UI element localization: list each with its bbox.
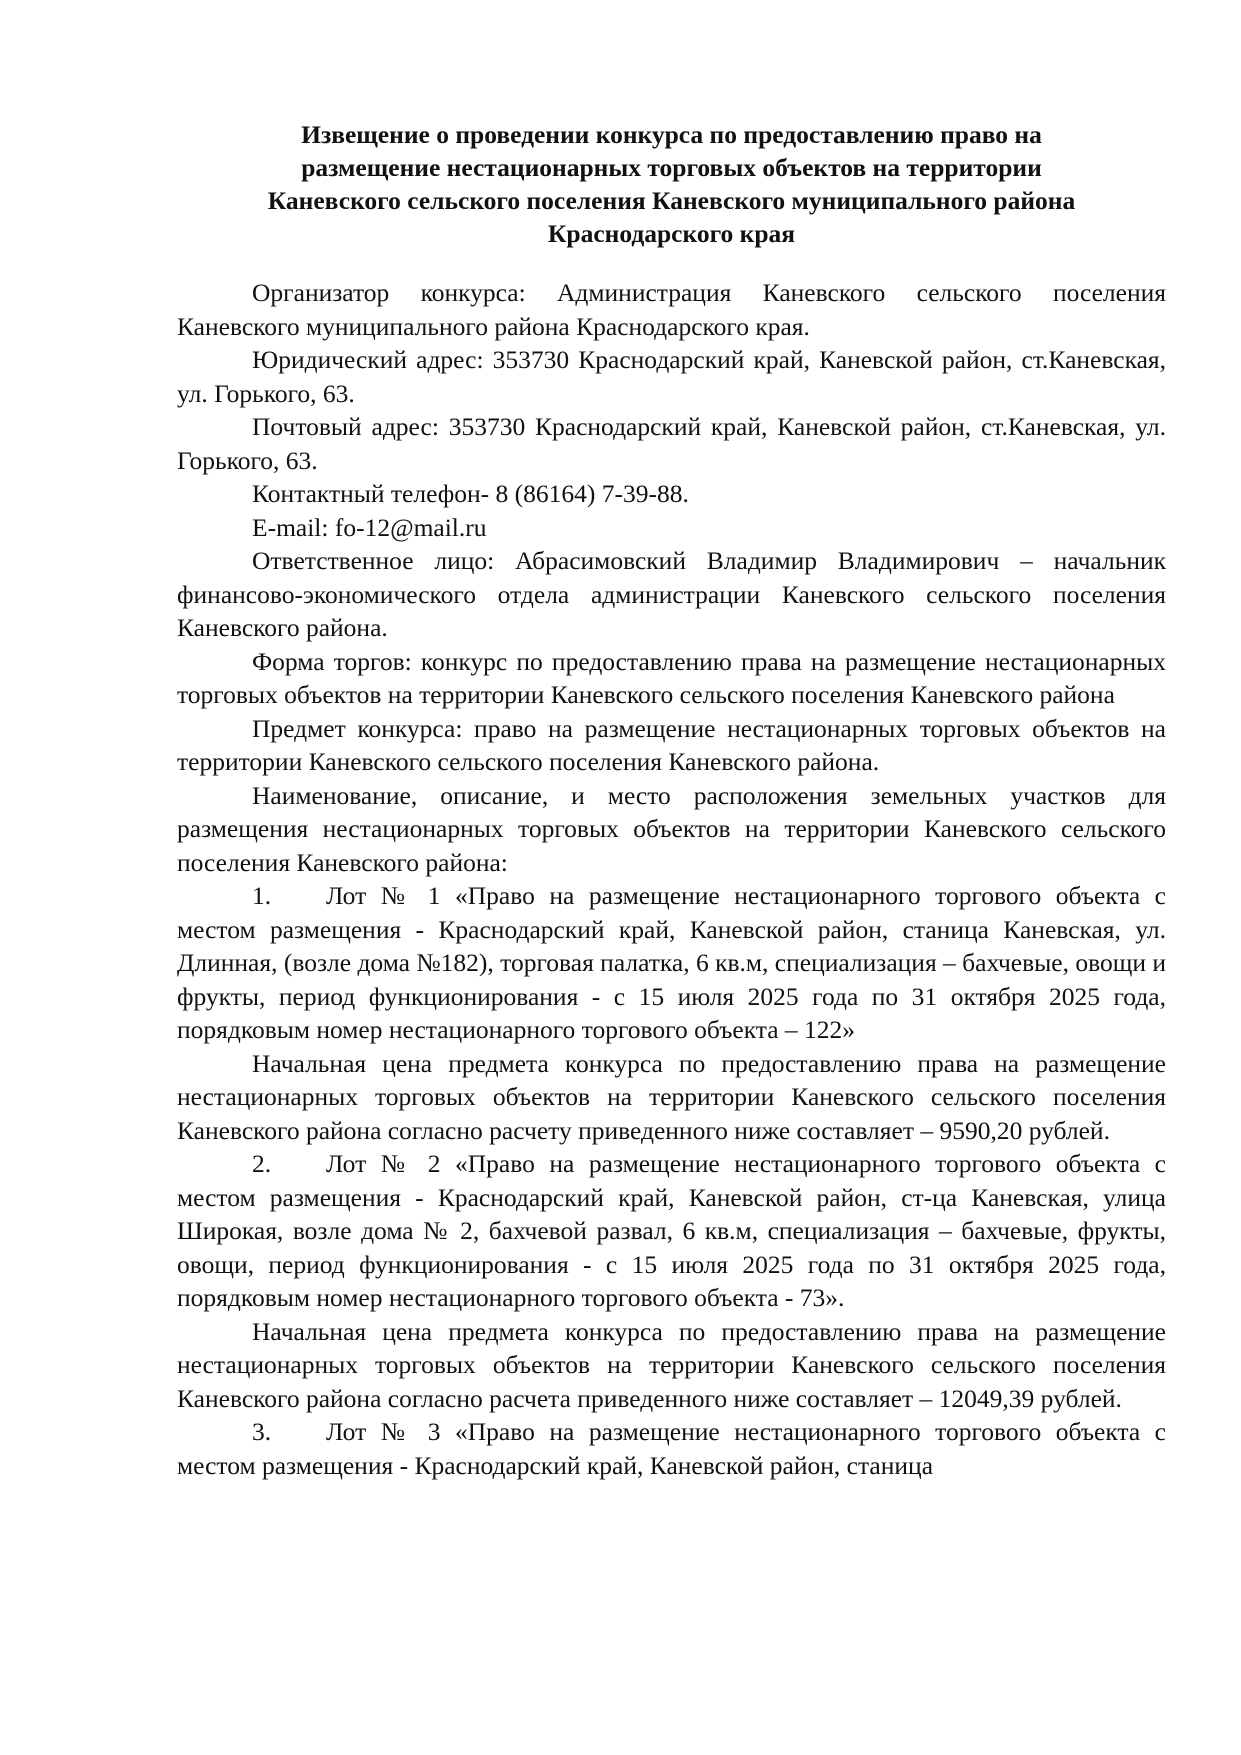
document-body: [177, 118, 1166, 1482]
lot-2-item: [177, 1147, 1166, 1315]
auction-form-paragraph: Форма торгов: конкурс по предоставлению права на размещение нестационарных торговых объектов на территории Каневского сельского поселения Каневского района: [177, 646, 1166, 709]
phone-paragraph: Контактный телефон- 8 (86164) 7-39-88.: [252, 479, 689, 508]
email-paragraph: E-mail: fo-12@mail.ru: [252, 512, 487, 542]
postal-address-paragraph: Почтовый адрес: 353730 Краснодарский край, Каневской район, ст.Каневская, ул. Горького, 63.: [177, 412, 1166, 475]
legal-address-paragraph: Юридический адрес: 353730 Краснодарский край, Каневской район, ст.Каневская, ул. Горького, 63.: [177, 345, 1166, 408]
title-line: Каневского сельского поселения Каневского муниципального района: [267, 186, 1076, 215]
lot-1-item: [177, 879, 1166, 1047]
lot-3-item: [177, 1415, 1166, 1482]
contest-subject-paragraph: Предмет конкурса: право на размещение нестационарных торговых объектов на территории Каневского сельского поселения Каневского района.: [177, 713, 1166, 776]
title-line: Краснодарского края: [547, 219, 796, 248]
lot-2-number: 2.: [252, 1149, 272, 1178]
lot-1-text: Лот № 1 «Право на размещение нестационарного торгового объекта с местом размещения - Краснодарский край, Каневской район, станица Каневская, ул. Длинная, (возле дома №182), торговая палатка, 6 кв.м, специализация – бахчевые, овощи и фрукты, период функционирования - с 15 июля 2025 года по 31 октября 2025 года, порядковым номер нестационарного торгового объекта – 122»: [177, 881, 1167, 1044]
plots-description-paragraph: Наименование, описание, и место расположения земельных участков для размещения нестационарных торговых объектов на территории Каневского сельского поселения Каневского района:: [177, 780, 1166, 877]
title-line: Извещение о проведении конкурса по предоставлению право на: [301, 120, 1042, 149]
document-title: [177, 118, 1166, 250]
lot-2-price-paragraph: Начальная цена предмета конкурса по предоставлению права на размещение нестационарных торговых объектов на территории Каневского сельского поселения Каневского района согласно расчета приведенного ниже составляет – 12049,39 рублей.: [177, 1316, 1166, 1413]
responsible-person-paragraph: Ответственное лицо: Абрасимовский Владимир Владимирович – начальник финансово-экономического отдела администрации Каневского сельского поселения Каневского района.: [177, 546, 1166, 642]
lot-1-number: 1.: [252, 881, 272, 910]
lot-1-price-paragraph: Начальная цена предмета конкурса по предоставлению права на размещение нестационарных торговых объектов на территории Каневского сельского поселения Каневского района согласно расчету приведенного ниже составляет – 9590,20 рублей.: [177, 1048, 1166, 1145]
lot-3-number: 3.: [252, 1417, 272, 1446]
organizer-paragraph: Организатор конкурса: Администрация Каневского сельского поселения Каневского муниципального района Краснодарского края.: [177, 278, 1166, 341]
lot-2-text: Лот № 2 «Право на размещение нестационарного торгового объекта с местом размещения - Краснодарский край, Каневской район, ст-ца Каневская, улица Широкая, возле дома № 2, бахчевой развал, 6 кв.м, специализация – бахчевые, фрукты, овощи, период функционирования - с 15 июля 2025 года по 31 октября 2025 года, порядковым номер нестационарного торгового объекта - 73».: [177, 1149, 1166, 1312]
title-line: размещение нестационарных торговых объектов на территории: [301, 153, 1042, 182]
lot-3-text: Лот № 3 «Право на размещение нестационарного торгового объекта с местом размещения - Краснодарский край, Каневской район, станица: [177, 1417, 1166, 1480]
